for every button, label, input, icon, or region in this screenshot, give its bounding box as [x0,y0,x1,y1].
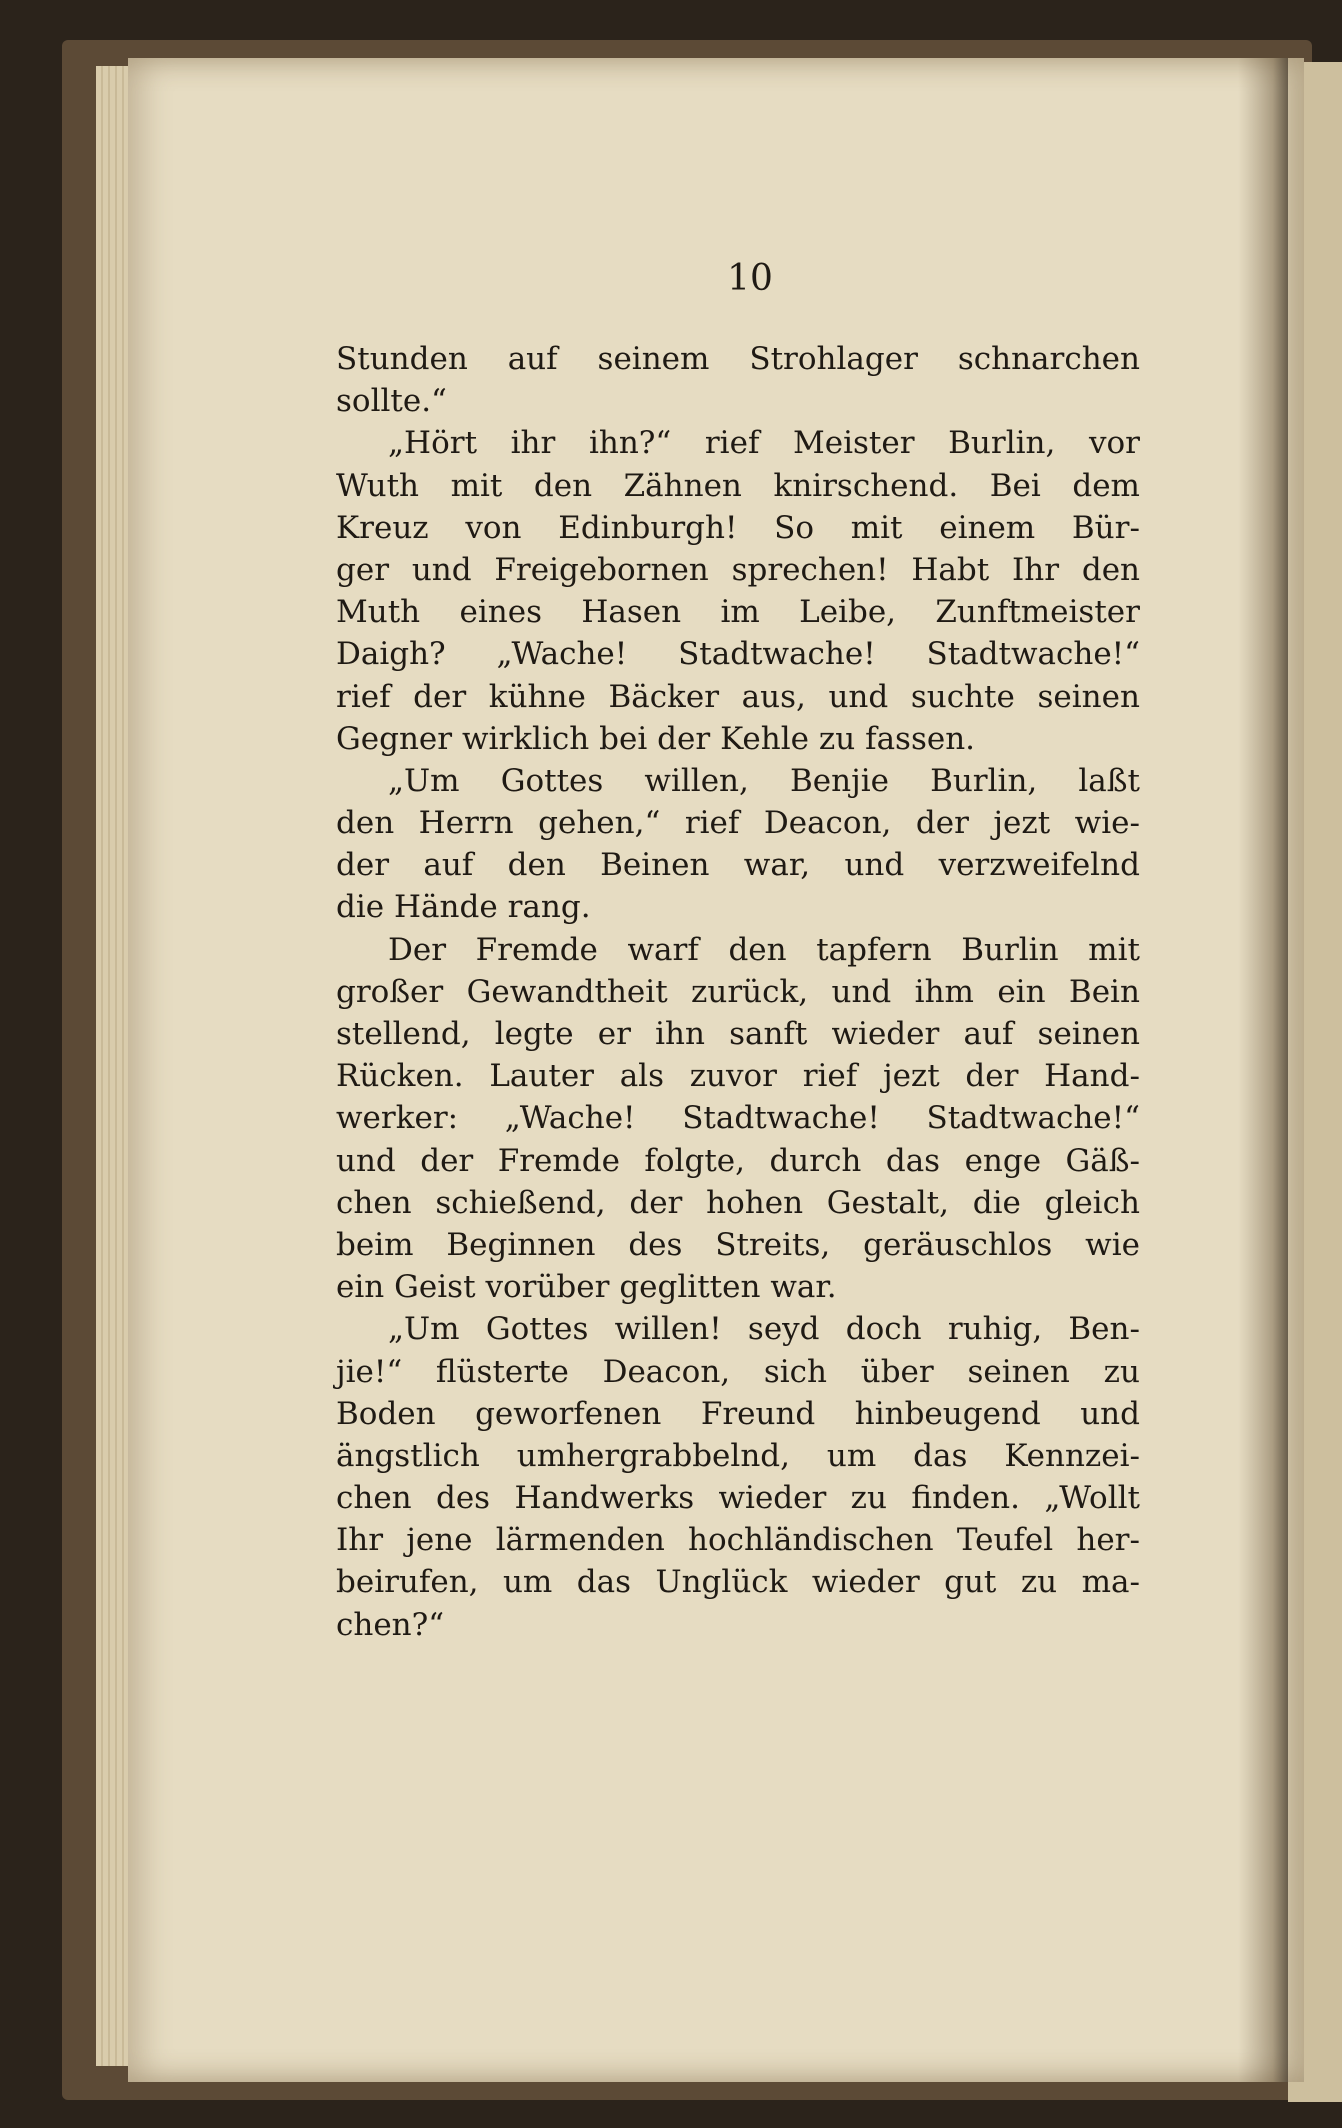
word: großer [336,973,444,1010]
word: doch [845,1311,922,1348]
word: auf [423,847,474,884]
text-line [336,1055,1140,1097]
word: rief [336,678,391,715]
word: ein [997,973,1046,1010]
word: hochländischen [688,1522,934,1559]
word: Gottes [500,762,604,799]
word: Leibe, [799,594,897,631]
text-line [336,1604,1140,1646]
word: her- [1076,1522,1140,1559]
word: Burlin, [930,762,1038,799]
word: knirschend. [773,467,959,504]
word: Benjie [789,762,889,799]
word: aus, [741,678,806,715]
word: „Um [388,762,460,799]
word: als [619,1058,664,1095]
word: Gewandtheit [466,973,668,1010]
text-line [336,1393,1140,1435]
word: „Wache! [496,636,628,673]
text-line [336,1308,1140,1350]
text-line [336,1224,1140,1266]
word: Rücken. [336,1058,464,1095]
word: war. [770,1269,837,1306]
word: Fremde [475,931,598,968]
word: zu [818,720,856,757]
word: dem [1072,467,1140,504]
word: und [1080,1395,1140,1432]
word: werker: [336,1100,459,1137]
text-line [336,1477,1140,1519]
word: der [413,678,467,715]
word: Hände [394,889,498,926]
word: hinbeugend [854,1395,1041,1432]
word: Herrn [418,805,514,842]
word: den [533,467,593,504]
text-line [336,1182,1140,1224]
word: das [576,1564,632,1601]
text-line [336,1266,1140,1308]
word: rang. [507,889,591,926]
word: enge [964,1142,1042,1179]
word: wieder [811,1564,920,1601]
text-line [336,802,1140,844]
word: wieder [718,1480,827,1517]
word: Bür- [1071,509,1140,546]
word: beirufen, [336,1564,479,1601]
word: rief [684,805,740,842]
word: gleich [1044,1184,1140,1221]
word: wie [1085,1226,1140,1263]
word: den [728,931,787,968]
word: ihr [510,425,556,462]
word: er [597,1016,631,1052]
word: von [465,509,522,546]
word: ihn [655,1016,705,1052]
word: Kehle [720,720,809,757]
word: um [826,1437,877,1474]
word: sich [763,1353,828,1390]
word: Gottes [485,1311,589,1348]
word: Freund [700,1395,816,1432]
text-line [336,1097,1140,1139]
word: sollte.“ [336,383,447,420]
word: der [657,720,711,757]
word: Kreuz [336,509,429,546]
word: das [885,1142,941,1179]
text-line [336,718,1140,760]
word: ein [336,1269,385,1306]
word: vorüber [485,1269,610,1306]
word: seyd [747,1311,820,1348]
text-line [336,1435,1140,1477]
word: kühne [488,678,586,715]
word: Bei [989,467,1041,504]
word: des [628,1226,683,1263]
word: jie!“ [336,1353,403,1390]
word: mit [450,467,503,504]
word: Gäß- [1065,1142,1140,1179]
word: Freigebornen [494,551,709,588]
word: Boden [336,1395,436,1432]
word: seinen [1037,678,1140,715]
word: einem [939,509,1036,546]
word: die [972,1184,1021,1221]
word: war, [743,847,811,884]
word: den [1081,551,1140,588]
text-line [336,929,1140,971]
text-line [336,549,1140,591]
word: ger [336,551,390,588]
word: Beinen [600,847,710,884]
word: das [913,1437,968,1474]
word: bei [599,720,648,757]
word: umhergrabbelnd, [516,1437,790,1474]
word: und [336,1142,396,1179]
word: des [435,1480,491,1517]
word: zurück, [691,973,809,1010]
word: flüsterte [435,1353,569,1390]
word: gut [944,1564,997,1601]
word: tapfern [816,931,932,968]
word: und [844,847,905,884]
word: Gegner [336,720,453,757]
word: Edinburgh! [558,509,738,546]
word: Hand- [1044,1058,1140,1095]
word: suchte [910,678,1015,715]
word: Geist [394,1269,476,1306]
word: Beginnen [446,1226,596,1263]
word: Meister [793,425,915,462]
word: rief [704,425,760,462]
text-line [336,1561,1140,1603]
word: den [507,847,566,884]
text-line [336,507,1140,549]
word: warf [627,931,699,968]
word: Lauter [489,1058,594,1095]
text-line [336,591,1140,633]
word: schnarchen [957,341,1140,377]
word: Habt [911,551,990,588]
word: chen [336,1184,412,1221]
word: Daigh? [336,636,446,673]
word: So [774,509,815,546]
word: „Um [388,1311,460,1348]
word: ma- [1081,1564,1140,1601]
word: auf [963,1016,1014,1052]
word: Fremde [497,1142,620,1179]
word: und [828,678,889,715]
word: „Hört [388,425,478,462]
word: Hasen [581,594,682,631]
word: Wuth [336,467,419,504]
word: fassen. [865,720,976,757]
word: lärmenden [495,1522,665,1559]
text-line [336,1013,1140,1055]
word: der [420,1142,474,1179]
word: verzweifelnd [938,847,1140,884]
word: zu [1020,1564,1058,1601]
word: chen [336,1480,412,1517]
word: den [336,805,395,842]
word: ruhig, [947,1311,1043,1348]
word: Unglück [655,1564,788,1601]
word: Stadtwache! [678,636,876,673]
word: Zunftmeister [935,594,1140,631]
word: Ben- [1068,1311,1140,1348]
word: folgte, [644,1142,745,1179]
word: jene [406,1522,473,1559]
word: Ihr [336,1522,384,1559]
word: rief [802,1058,858,1095]
word: Strohlager [749,341,918,377]
word: ihn?“ [588,425,672,462]
word: Der [388,931,447,968]
word: der [629,1184,683,1221]
word: finden. [911,1480,1020,1517]
text-line [336,1519,1140,1561]
word: zuvor [689,1058,777,1095]
text-line [336,760,1140,802]
text-line [336,1351,1140,1393]
word: laßt [1078,762,1140,799]
word: Teufel [956,1522,1054,1559]
word: wie- [1074,805,1140,842]
word: die [336,889,385,926]
word: der [965,1058,1019,1095]
word: willen! [614,1311,722,1348]
word: Muth [336,594,421,631]
word: seinem [597,341,710,377]
word: beim [336,1226,414,1263]
page-number: 10 [727,258,773,299]
body-text [336,338,1140,1646]
word: über [860,1353,934,1390]
word: und [411,551,472,588]
word: mit [1088,931,1140,968]
word: Bein [1068,973,1140,1010]
text-line [336,886,1140,928]
word: Burlin, [948,425,1056,462]
word: Zähnen [623,467,742,504]
word: zu [1103,1353,1140,1390]
word: Gestalt, [826,1184,949,1221]
text-line [336,465,1140,507]
word: stellend, [336,1016,471,1052]
word: Stadtwache! [682,1100,880,1137]
word: ängstlich [336,1437,480,1474]
word: Streits, [715,1226,831,1263]
text-line [336,422,1140,464]
word: seinen [967,1353,1070,1390]
word: willen, [644,762,749,799]
word: vor [1088,425,1140,462]
word: um [502,1564,553,1601]
text-line [336,338,1140,380]
word: Handwerks [514,1480,695,1517]
word: geglitten [619,1269,761,1306]
word: geworfenen [475,1395,662,1432]
word: sprechen! [731,551,889,588]
text-line [336,676,1140,718]
word: wieder [831,1016,940,1052]
word: Stadtwache!“ [926,1100,1140,1137]
word: Burlin [961,931,1059,968]
word: mit [850,509,903,546]
word: Stadtwache!“ [926,636,1140,673]
word: zu [850,1480,887,1517]
word: Kennzei- [1004,1437,1140,1474]
word: jezt [993,805,1051,842]
word: ihm [914,973,974,1010]
word: im [720,594,760,631]
text-line [336,1140,1140,1182]
word: eines [459,594,542,631]
word: hohen [706,1184,804,1221]
text-line [336,844,1140,886]
word: wirklich [462,720,590,757]
word: Stunden [336,341,468,377]
text-line [336,380,1140,422]
text-line [336,633,1140,675]
text-line [336,971,1140,1013]
word: Deacon, [763,805,892,842]
word: und [831,973,892,1010]
word: Bäcker [608,678,720,715]
word: Ihr [1012,551,1060,588]
word: gehen,“ [538,805,661,842]
word: „Wache! [504,1100,636,1137]
word: schießend, [435,1184,606,1221]
word: Deacon, [602,1353,731,1390]
word: seinen [1037,1016,1140,1052]
word: der [336,847,390,884]
word: „Wollt [1044,1480,1140,1517]
word: legte [494,1016,574,1052]
word: chen?“ [336,1606,445,1643]
word: geräuschlos [863,1226,1053,1263]
word: auf [507,341,558,377]
word: sanft [729,1016,808,1052]
word: jezt [882,1058,940,1095]
word: durch [769,1142,862,1179]
word: der [915,805,969,842]
page-gutter-shadow [1238,58,1288,2082]
